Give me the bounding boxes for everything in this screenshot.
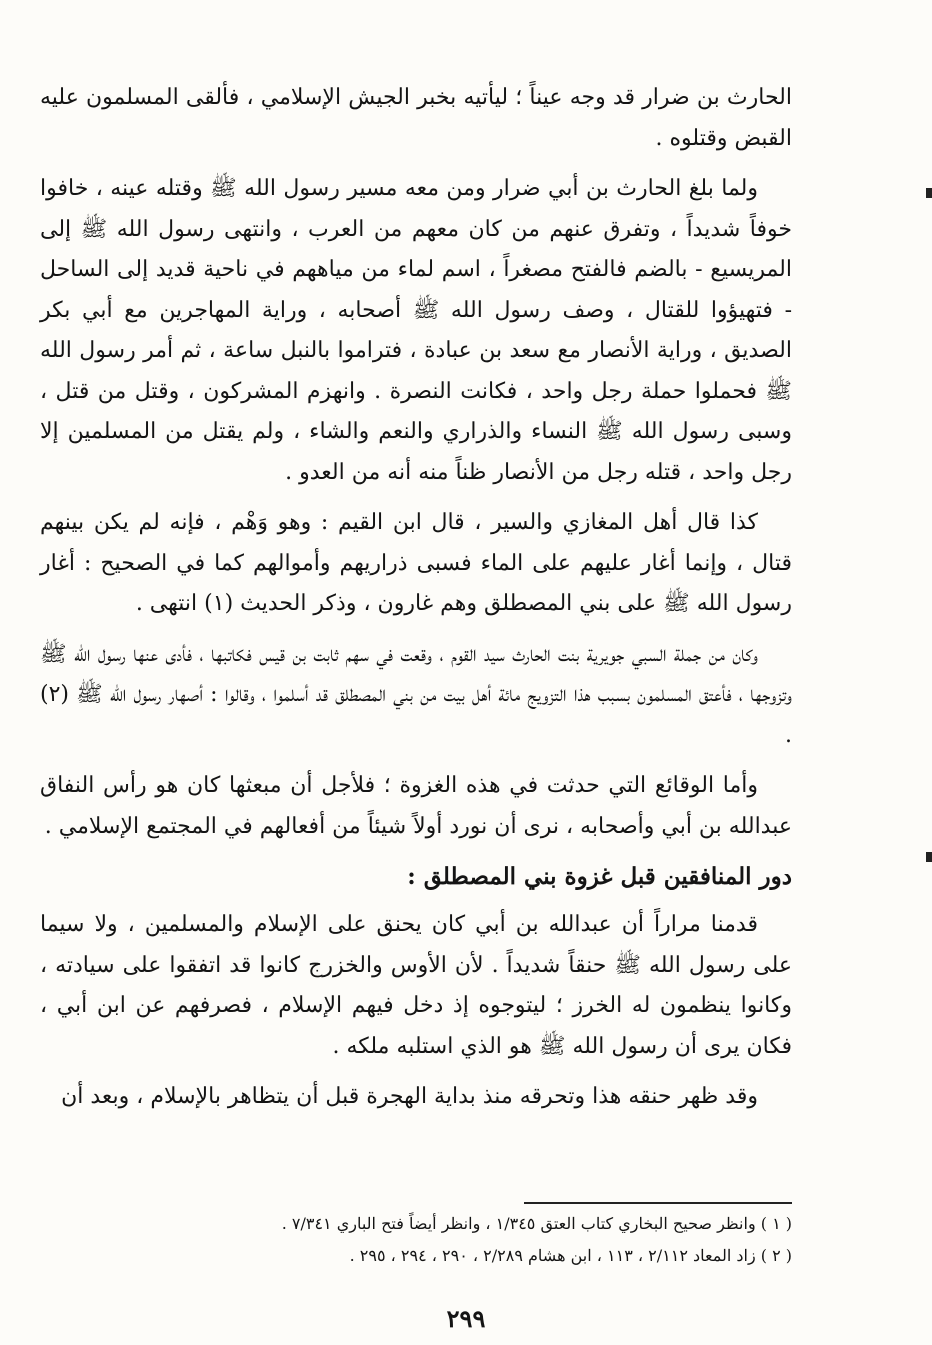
paragraph-6: قدمنا مراراً أن عبدالله بن أبي كان يحنق على الإسلام والمسلمين ، ولا سيما على رسول الله ﷺ حنقاً شديداً . لأن الأوس والخزرج كانوا قد اتفقوا على سيادته ، وكانوا ينظمون له الخرز ؛ ليتوجوه إذ دخل فيهم الإسلام ، فصرفهم عن ابن أبي ، فكان يرى أن رسول الله ﷺ هو الذي استلبه ملكه . bbox=[40, 912, 792, 1059]
footnote-1: ( ١ ) وانظر صحيح البخاري كتاب العتق ١/٣٤٥ ، وانظر أيضاً فتح الباري ٧/٣٤١ . bbox=[281, 1214, 792, 1233]
footnote-2: ( ٢ ) زاد المعاد ٢/١١٢ ، ١١٣ ، ابن هشام ٢/٢٨٩ ، ٢٩٠ ، ٢٩٤ ، ٢٩٥ . bbox=[349, 1246, 792, 1265]
paragraph-7: وقد ظهر حنقه هذا وتحرقه منذ بداية الهجرة قبل أن يتظاهر بالإسلام ، وبعد أن bbox=[61, 1084, 758, 1109]
paragraph-3: كذا قال أهل المغازي والسير ، قال ابن القيم : وهو وَهْم ، فإنه لم يكن بينهم قتال ، وإنما أغار عليهم على الماء فسبى ذراريهم وأموالهم كما في الصحيح : أغار رسول الله ﷺ على بني المصطلق وهم غارون ، وذكر الحديث (١) انتهى . bbox=[40, 510, 792, 616]
paragraph-5: وأما الوقائع التي حدثت في هذه الغزوة ؛ فلأجل أن مبعثها كان هو رأس النفاق عبدالله بن أبي وأصحابه ، نرى أن نورد أولاً شيئاً من أفعالهم في المجتمع الإسلامي . bbox=[40, 773, 792, 839]
section-heading: دور المنافقين قبل غزوة بني المصطلق : bbox=[407, 863, 792, 890]
paragraph-4: وكان من جملة السبي جويرية بنت الحارث سيد القوم ، وقعت في سهم ثابت بن قيس فكاتبها ، فأدى عنها رسول الله ﷺ وتزوجها ، فأعتق المسلمون بسبب هذا التزويج مائة أهل بيت من بني المصطلق قد أسلموا ، وقالوا : أصهار رسول الله ﷺ (٢) . bbox=[40, 641, 792, 748]
scan-edge-mark-top bbox=[926, 188, 932, 198]
scan-edge-mark-bottom bbox=[926, 852, 932, 862]
paragraph-1: الحارث بن ضرار قد وجه عيناً ؛ ليأتيه بخبر الجيش الإسلامي ، فألقى المسلمون عليه القبض وقتلوه . bbox=[40, 85, 792, 151]
paragraph-2: ولما بلغ الحارث بن أبي ضرار ومن معه مسير رسول الله ﷺ وقتله عينه ، خافوا خوفاً شديداً ، وتفرق عنهم من كان معهم من العرب ، وانتهى رسول الله ﷺ إلى المريسيع - بالضم فالفتح مصغراً ، اسم لماء من مياههم في ناحية قديد إلى الساحل - فتهيؤوا للقتال ، وصف رسول الله ﷺ أصحابه ، وراية المهاجرين مع أبي بكر الصديق ، وراية الأنصار مع سعد بن عبادة ، فتراموا بالنبل ساعة ، ثم أمر رسول الله ﷺ فحملوا حملة رجل واحد ، فكانت النصرة . وانهزم المشركون ، وقتل من قتل ، وسبى رسول الله ﷺ النساء والذراري والنعم والشاء ، ولم يقتل من المسلمين إلا رجل واحد ، قتله رجل من الأنصار ظناً منه أنه من العدو . bbox=[40, 176, 792, 485]
footnote-divider bbox=[524, 1202, 792, 1204]
footnotes bbox=[40, 1208, 792, 1272]
page-number: ٢٩٩ bbox=[446, 1304, 486, 1333]
page-body bbox=[40, 78, 792, 1128]
